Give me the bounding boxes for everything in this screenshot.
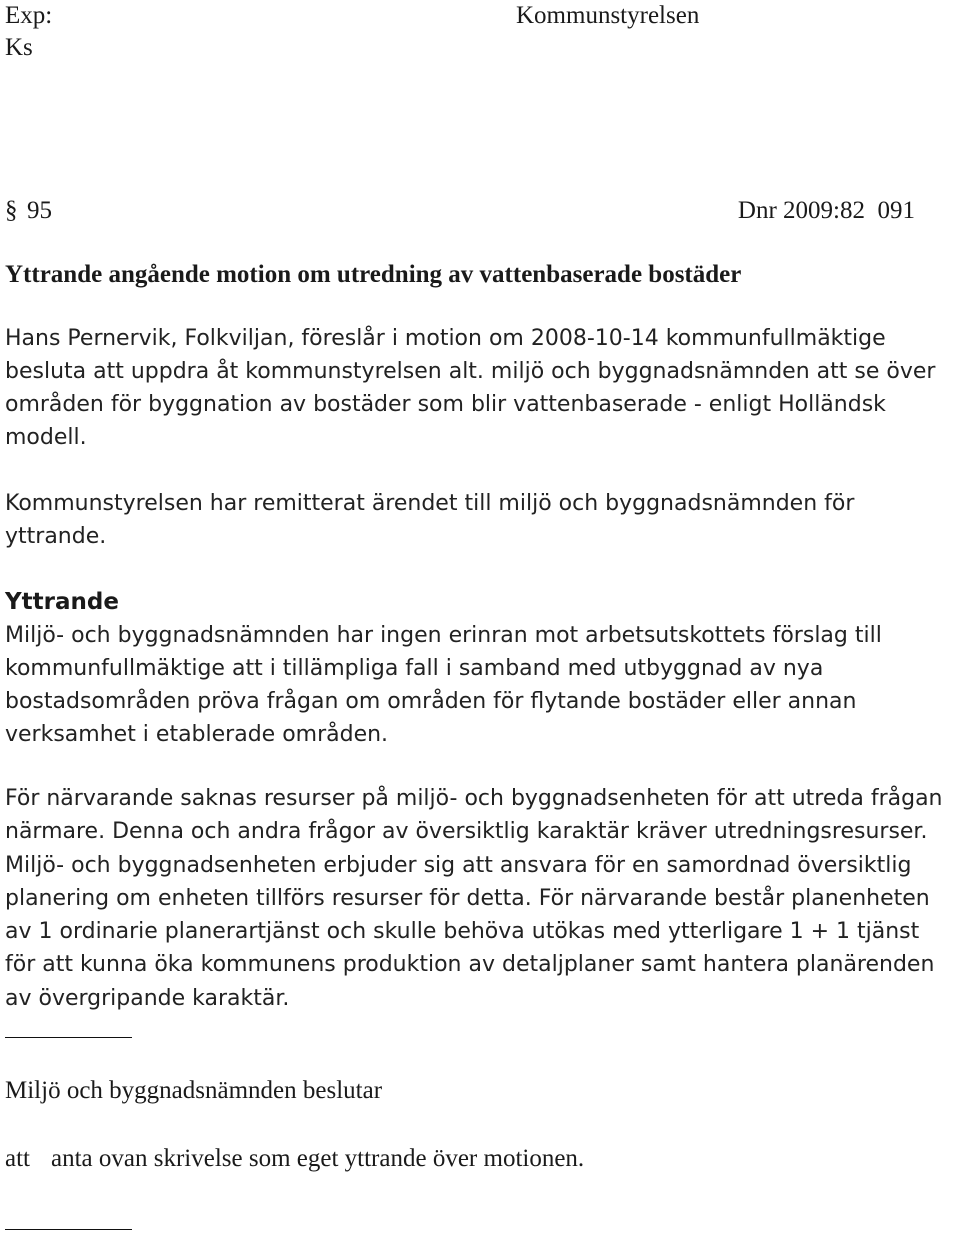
yttrande-paragraph-1: Miljö- och byggnadsnämnden har ingen erinran mot arbetsutskottets förslag till kommunfullmäktige att i tillämpliga fall i samband med utbyggnad av nya bostadsområden pröva frågan om områden för flytande bostäder eller annan verksamhet i etablerade områden. [5, 623, 882, 747]
document-title: Yttrande angående motion om utredning av vattenbaserade bostäder [5, 261, 742, 288]
decision-heading: Miljö och byggnadsnämnden beslutar [5, 1077, 383, 1104]
decision-line [5, 1143, 584, 1175]
yttrande-paragraph-2: För närvarande saknas resurser på miljö- och byggnadsenheten för att utreda frågan närmare. Denna och andra frågor av översiktlig karaktär kräver utredningsresurser. Miljö- och byggnadsenheten erbjuder sig att ansvara för en samordnad översiktlig planering om enheten tillförs resurser för detta. För närvarande består planenheten av 1 ordinarie planerartjänst och skulle behöva utökas med ytterligare 1 + 1 tjänst för att kunna öka kommunens produktion av detaljplaner samt hantera planärenden av övergripande karaktär. [5, 786, 943, 1011]
yttrande-heading: Yttrande [5, 589, 119, 615]
separator-line-bottom [5, 1229, 132, 1230]
paragraph-row [5, 195, 915, 229]
diary-number: Dnr 2009:82 091 [737, 197, 915, 224]
paragraph-number: 95 [27, 197, 52, 224]
att-label: att [5, 1145, 30, 1172]
copy-label: Ks [5, 34, 33, 61]
motion-paragraph: Hans Pernervik, Folkviljan, föreslår i motion om 2008-10-14 kommunfullmäktige besluta att uppdra åt kommunstyrelsen alt. miljö och byggnadsnämnden att se över områden för byggnation av bostäder som blir vattenbaserade - enligt Holländsk modell. [5, 326, 936, 450]
exp-label: Exp: [5, 2, 53, 29]
recipient: Kommunstyrelsen [516, 2, 700, 29]
separator-line [5, 1037, 132, 1038]
paragraph-sign: § [5, 197, 18, 224]
decision-text: anta ovan skrivelse som eget yttrande över motionen. [51, 1145, 585, 1172]
remit-paragraph: Kommunstyrelsen har remitterat ärendet till miljö och byggnadsnämnden för yttrande. [5, 491, 855, 549]
